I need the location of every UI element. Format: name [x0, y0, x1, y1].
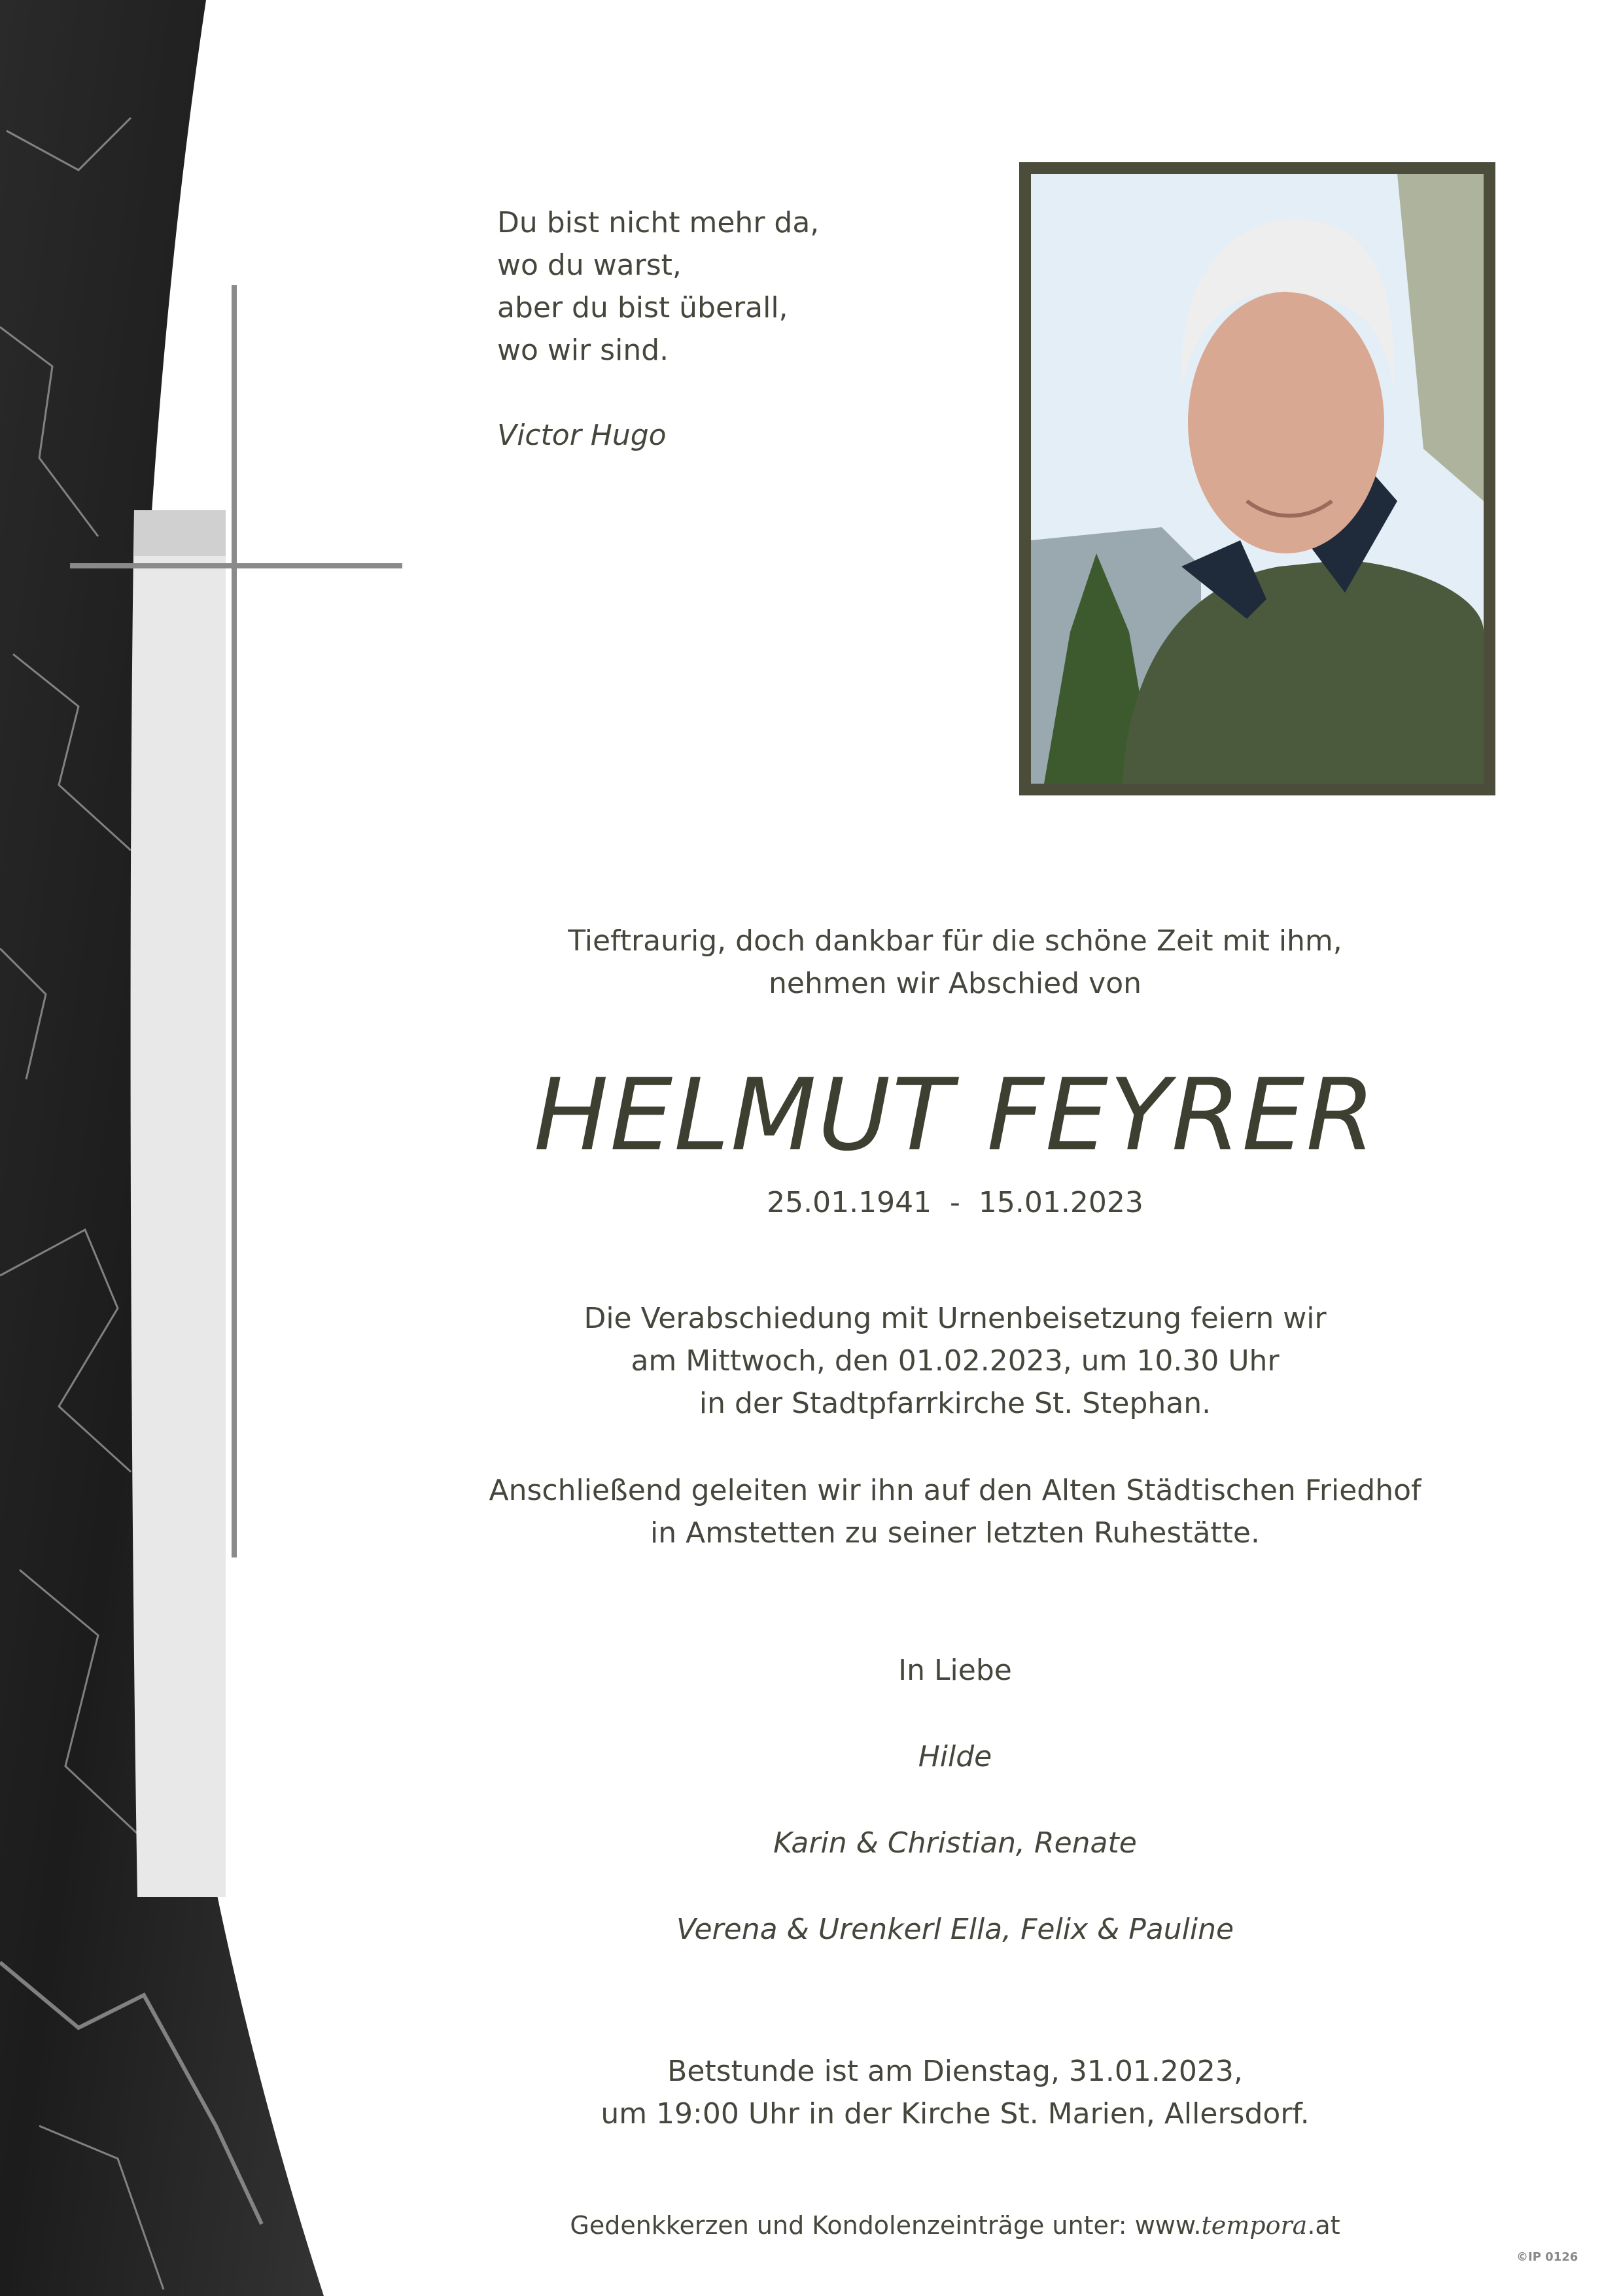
footer-text: Gedenkkerzen und Kondolenzeinträge unter: www.	[570, 2211, 1202, 2240]
quote-line: aber du bist überall,	[497, 291, 788, 324]
burial-text	[484, 1469, 1426, 1554]
ceremony-line: in der Stadtpfarrkirche St. Stephan.	[699, 1387, 1211, 1420]
mourner-name: Karin & Christian, Renate	[773, 1826, 1137, 1860]
footer-suffix: .at	[1307, 2211, 1340, 2240]
ceremony-line: Die Verabschiedung mit Urnenbeisetzung feiern wir	[584, 1302, 1327, 1335]
burial-line: Anschließend geleiten wir ihn auf den Alten Städtischen Friedhof	[489, 1474, 1421, 1507]
ceremony-line: am Mittwoch, den 01.02.2023, um 10.30 Uhr	[631, 1344, 1280, 1378]
footer	[484, 2204, 1426, 2247]
prayer-line: Betstunde ist am Dienstag, 31.01.2023,	[667, 2055, 1243, 2088]
prayer-text	[484, 2050, 1426, 2135]
life-dates: 25.01.1941 - 15.01.2023	[767, 1186, 1143, 1219]
prayer-line: um 19:00 Uhr in der Kirche St. Marien, Allersdorf.	[601, 2097, 1310, 2131]
quote-line: wo du warst,	[497, 249, 682, 282]
tempora-link[interactable]: tempora	[1201, 2211, 1308, 2240]
light-stripe	[131, 510, 226, 1897]
cross-horizontal	[70, 563, 402, 568]
quote-author: Victor Hugo	[497, 419, 667, 452]
cross-vertical	[232, 285, 237, 1557]
portrait-photo	[1019, 162, 1495, 795]
mourner-name: Verena & Urenkerl Ella, Felix & Pauline	[676, 1913, 1234, 1946]
intro-line: Tieftraurig, doch dankbar für die schöne Zeit mit ihm,	[568, 924, 1342, 958]
product-code: ©IP 0126	[1516, 2250, 1578, 2264]
deceased-name: HELMUT FEYRER	[533, 1057, 1377, 1173]
intro-line: nehmen wir Abschied von	[768, 967, 1142, 1000]
burial-line: in Amstetten zu seiner letzten Ruhestätte.	[650, 1516, 1260, 1550]
mourners-intro: In Liebe	[898, 1654, 1012, 1687]
quote-line: Du bist nicht mehr da,	[497, 206, 820, 239]
marble-cross-decoration	[0, 0, 458, 2296]
quote	[497, 201, 819, 457]
intro-text	[484, 920, 1426, 1005]
quote-line: wo wir sind.	[497, 334, 669, 367]
mourner-name: Hilde	[918, 1740, 992, 1773]
ceremony-text	[484, 1297, 1426, 1425]
